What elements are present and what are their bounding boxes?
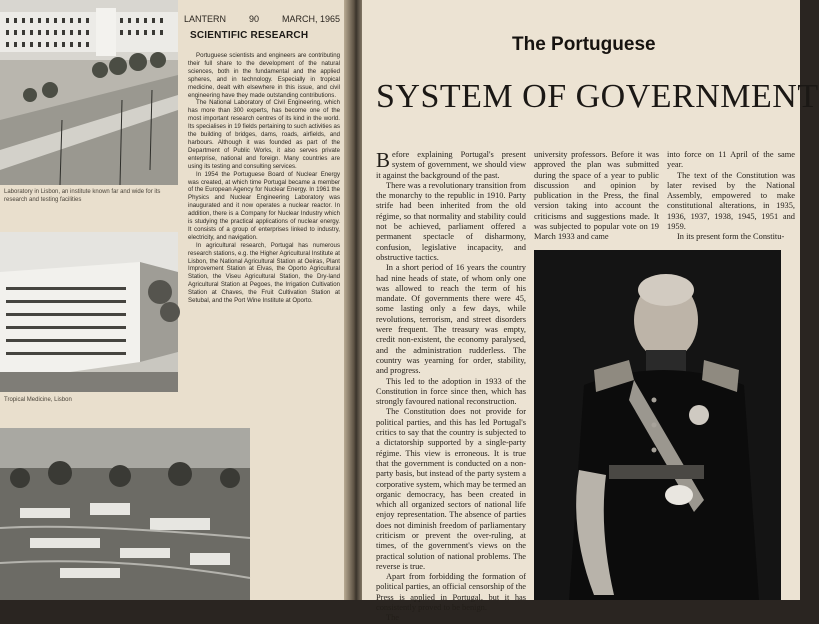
left-paragraph: The National Laboratory of Civil Engineering, which has more than 300 experts, has become one of the most important research centres of its kind in the world. Its specialises in 19 fields pertaining to such activities as the building of bridges, dams, roads, airfields, and harbours. Although it was founded as part of the Department of Public Works, it also serves private enterprise, national and foreign. Many countries are using its testing and consulting services. xyxy=(188,99,340,170)
opening-text: efore explaining Portugal's present system of government, we should view it against the background of the past. xyxy=(376,150,526,180)
military-portrait-photo xyxy=(534,250,781,600)
article-paragraph: This led to the adoption in 1933 of the Constitution in force since then, which has strongly favoured national reconstruction. xyxy=(376,376,526,407)
section-title: SCIENTIFIC RESEARCH xyxy=(190,30,309,41)
opening-paragraph xyxy=(376,150,526,181)
tropical-medicine-photo-caption: Tropical Medicine, Lisbon xyxy=(4,397,72,403)
laboratory-photo xyxy=(0,0,178,185)
article-paragraph: The Constitution does not provide for political parties, and this has led Portugal's critics to say that the country is subjected to a dictatorship supported by a single-party régime. This view is erroneous. It is true that the government is conducted on a non-party basis, but instead of the party system a corporative system, which may be termed an organic democracy, has been created in which all organized sectors of national life enjoy representation. The absence of parties does not diminish freedom of parliamentary criticism or prevent the over-ruling, at times, of the government's views on the practical solution of national problems. The reverse is true. xyxy=(376,407,527,571)
article-paragraph: university professors. Before it was approved the plan was submitted during the space of a year to public discussion and opinion by publication in the Press, the final version taking into account the criticisms and suggestions made. It was subjected to popular vote on 19 March 1933 and came xyxy=(534,150,659,242)
article-paragraph: Apart from forbidding the formation of political parties, an official censorship of the Press is applied in Portugal, but it has consistently proved to be benign. xyxy=(376,572,526,613)
article-column-1 xyxy=(376,150,526,624)
left-paragraph: Portuguese scientists and engineers are contributing their full share to the development of the natural sciences, both in the fundamental and the applied spheres, and in technology. Especially in tropical medicine, dealt with elsewhere in this issue, and civil engineering have they made outstanding contributions. xyxy=(188,52,340,99)
article-column-3 xyxy=(667,150,795,243)
drop-cap: B xyxy=(376,148,391,172)
tropical-medicine-photo xyxy=(0,232,178,392)
article-paragraph: In its present form the Constitu- xyxy=(677,232,785,242)
left-paragraph: In agricultural research, Portugal has numerous research stations, e.g. the Higher Agricultural Institute at Lisbon, the National Agricultural Station at Oeiras, Plant Improvement Station at Elvas, the Oporto Agricultural Station, the Viseu Agricultural Station, the Dry-land Agricultural Station at Pegoes, the Irrigation Cultivation Station at Chaves, the Fruit Cultivation Station at Setubal, and the Port Wine Institute at Oporto. xyxy=(188,241,340,305)
article-paragraph: There was a revolutionary transition from the monarchy to the republic in 1910. Party strife had been inherited from the old régime, so that normality and stability could not be achieved, parliament offered a permanent spectacle of disharmony, confusion, legislative incapacity, and obstructive tactics. xyxy=(376,180,526,262)
left-page xyxy=(0,0,352,600)
article-column-2 xyxy=(534,150,659,243)
running-head xyxy=(184,14,340,24)
article-kicker: The Portuguese xyxy=(512,34,656,55)
article-paragraph: The xyxy=(386,613,400,623)
article-paragraph: into force on 11 April of the same year. xyxy=(667,150,795,170)
left-article-body xyxy=(188,52,340,305)
research-complex-aerial-photo xyxy=(0,428,250,600)
right-page xyxy=(362,0,819,623)
magazine-name: LANTERN xyxy=(184,14,227,24)
laboratory-photo-caption: Laboratory in Lisbon, an institute known far and wide for its research and testing facilities xyxy=(4,189,161,203)
article-paragraph: The text of the Constitution was later revised by the National Assembly, empowered to make constitutional alterations, in 1935, 1936, 1937, 1938, 1945, 1951 and 1959. xyxy=(667,170,795,232)
article-title: SYSTEM OF GOVERNMENT xyxy=(376,78,819,115)
page-number: 90 xyxy=(248,14,259,24)
left-paragraph: In 1954 the Portuguese Board of Nuclear Energy was created, at which time Portugal became a member of the European Agency for Nuclear Energy. In 1961 the Physics and Nuclear Engineering Laboratory was inaugurated and it now operates a nuclear reactor. In addition, there is a Company for Nuclear Industry which is studying the practical applications of nuclear energy. It consists of a group of enterprises linked to industry, electricity, and navigation. xyxy=(188,170,340,241)
issue-date: MARCH, 1965 xyxy=(281,14,340,24)
article-paragraph: In a short period of 16 years the country had nine heads of state, of whom only one was allowed to reach the term of his mandate. Of governments there were 45, some lasting only a few days, while revolutions, terrorism, and street disorders were frequent. The treasury was empty, credit non-existent, the economy paralysed, and the administration rudderless. The country was yearning for order, stability, and progress. xyxy=(376,263,526,376)
